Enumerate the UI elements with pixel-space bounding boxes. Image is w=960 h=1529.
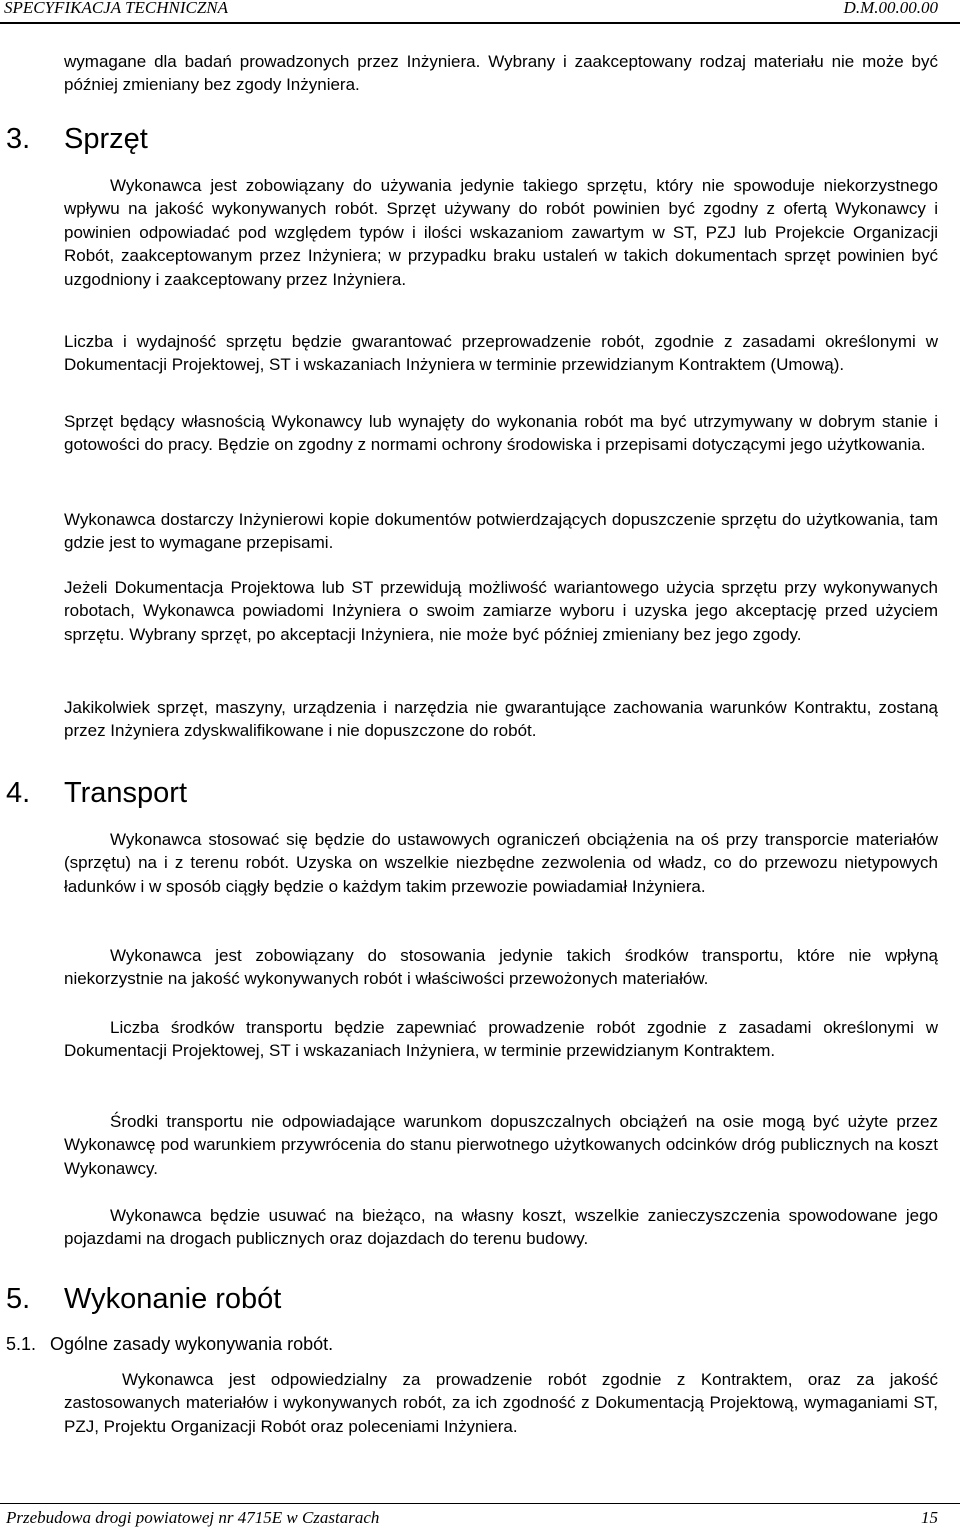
- subsection-title: Ogólne zasady wykonywania robót.: [50, 1334, 334, 1354]
- header-specification-code: D.M.00.00.00: [843, 0, 938, 17]
- paragraph-equipment-capacity: Liczba i wydajność sprzętu będzie gwarantować przeprowadzenie robót, zgodnie z zasadami określonymi w Dokumentacji Projektowej, ST i wskazaniach Inżyniera w terminie przewidzianym Kontraktem (Umową).: [64, 332, 938, 375]
- paragraph-equipment-variant: Jeżeli Dokumentacja Projektowa lub ST przewidują możliwość wariantowego użycia sprzętu przy wykonywanych robotach, Wykonawca powiadomi Inżyniera o swoim zamiarze wyboru i uzyska jego akceptację przed użyciem sprzętu. Wybrany sprzęt, po akceptacji Inżyniera, nie może być później zmieniany bez jego zgody.: [64, 578, 938, 644]
- section-title: Transport: [64, 777, 188, 809]
- section-title: Sprzęt: [64, 123, 148, 155]
- paragraph-equipment-disqualification: Jakikolwiek sprzęt, maszyny, urządzenia i narzędzia nie gwarantujące zachowania warunków Kontraktu, zostaną przez Inżyniera zdyskwalifikowane i nie dopuszczone do robót.: [64, 698, 938, 741]
- paragraph-equipment-use: Wykonawca jest zobowiązany do używania jedynie takiego sprzętu, który nie spowoduje niekorzystnego wpływu na jakość wykonywanych robót. Sprzęt używany do robót powinien być zgodny z ofertą Wykonawcy i powinien odpowiadać pod względem typów i ilości wskazaniom zawartym w ST, PZJ lub Projekcie Organizacji Robót, zaakceptowanym przez Inżyniera; w przypadku braku ustaleń w takich dokumentach sprzęt powinien być uzgodniony i zaakceptowany przez Inżyniera.: [64, 176, 938, 289]
- paragraph-transport-limits: Wykonawca stosować się będzie do ustawowych ograniczeń obciążenia na oś przy transporcie materiałów (sprzętu) na i z terenu robót. Uzyska on wszelkie niezbędne zezwolenia od władz, co do przewozu nietypowych ładunków i w sposób ciągły będzie o każdym takim przewozie powiadamiał Inżyniera.: [64, 830, 938, 896]
- paragraph-equipment-documents: Wykonawca dostarczy Inżynierowi kopie dokumentów potwierdzających dopuszczenie sprzętu do użytkowania, tam gdzie jest to wymagane przepisami.: [64, 510, 938, 553]
- section-title: Wykonanie robót: [64, 1283, 282, 1315]
- footer-divider: [0, 1503, 960, 1504]
- section-number: 5.: [6, 1283, 31, 1315]
- paragraph-equipment-condition: Sprzęt będący własnością Wykonawcy lub wynajęty do wykonania robót ma być utrzymywany w dobrym stanie i gotowości do pracy. Będzie on zgodny z normami ochrony środowiska i przepisami dotyczącymi jego użytkowania.: [64, 412, 938, 455]
- paragraph-transport-count: Liczba środków transportu będzie zapewniać prowadzenie robót zgodnie z zasadami określonymi w Dokumentacji Projektowej, ST i wskazaniach Inżyniera, w terminie przewidzianym Kontraktem.: [64, 1018, 938, 1061]
- paragraph-transport-axle-loads: Środki transportu nie odpowiadające warunkom dopuszczalnych obciążeń na osie mogą być użyte przez Wykonawcę pod warunkiem przywrócenia do stanu pierwotnego użytkowanych odcinków dróg publicznych na koszt Wykonawcy.: [64, 1112, 938, 1178]
- paragraph-material-approval: wymagane dla badań prowadzonych przez Inżyniera. Wybrany i zaakceptowany rodzaj materiału nie może być później zmieniany bez zgody Inżyniera.: [64, 52, 938, 95]
- subsection-number: 5.1.: [6, 1334, 37, 1354]
- page-number: 15: [921, 1508, 938, 1527]
- section-number: 3.: [6, 123, 31, 155]
- section-number: 4.: [6, 777, 31, 809]
- paragraph-transport-cleanup: Wykonawca będzie usuwać na bieżąco, na własny koszt, wszelkie zanieczyszczenia spowodowane jego pojazdami na drogach publicznych oraz dojazdach do terenu budowy.: [64, 1206, 938, 1249]
- header-document-type: SPECYFIKACJA TECHNICZNA: [4, 0, 229, 17]
- footer-project-name: Przebudowa drogi powiatowej nr 4715E w Czastarach: [6, 1508, 380, 1527]
- paragraph-general-rules: Wykonawca jest odpowiedzialny za prowadzenie robót zgodnie z Kontraktem, oraz za jakość zastosowanych materiałów i wykonywanych robót, za ich zgodność z Dokumentacją Projektową, wymaganiami ST, PZJ, Projektu Organizacji Robót oraz poleceniami Inżyniera.: [64, 1370, 938, 1436]
- paragraph-transport-means: Wykonawca jest zobowiązany do stosowania jedynie takich środków transportu, które nie wpłyną niekorzystnie na jakość wykonywanych robót i właściwości przewożonych materiałów.: [64, 946, 938, 989]
- header-divider: [0, 22, 960, 24]
